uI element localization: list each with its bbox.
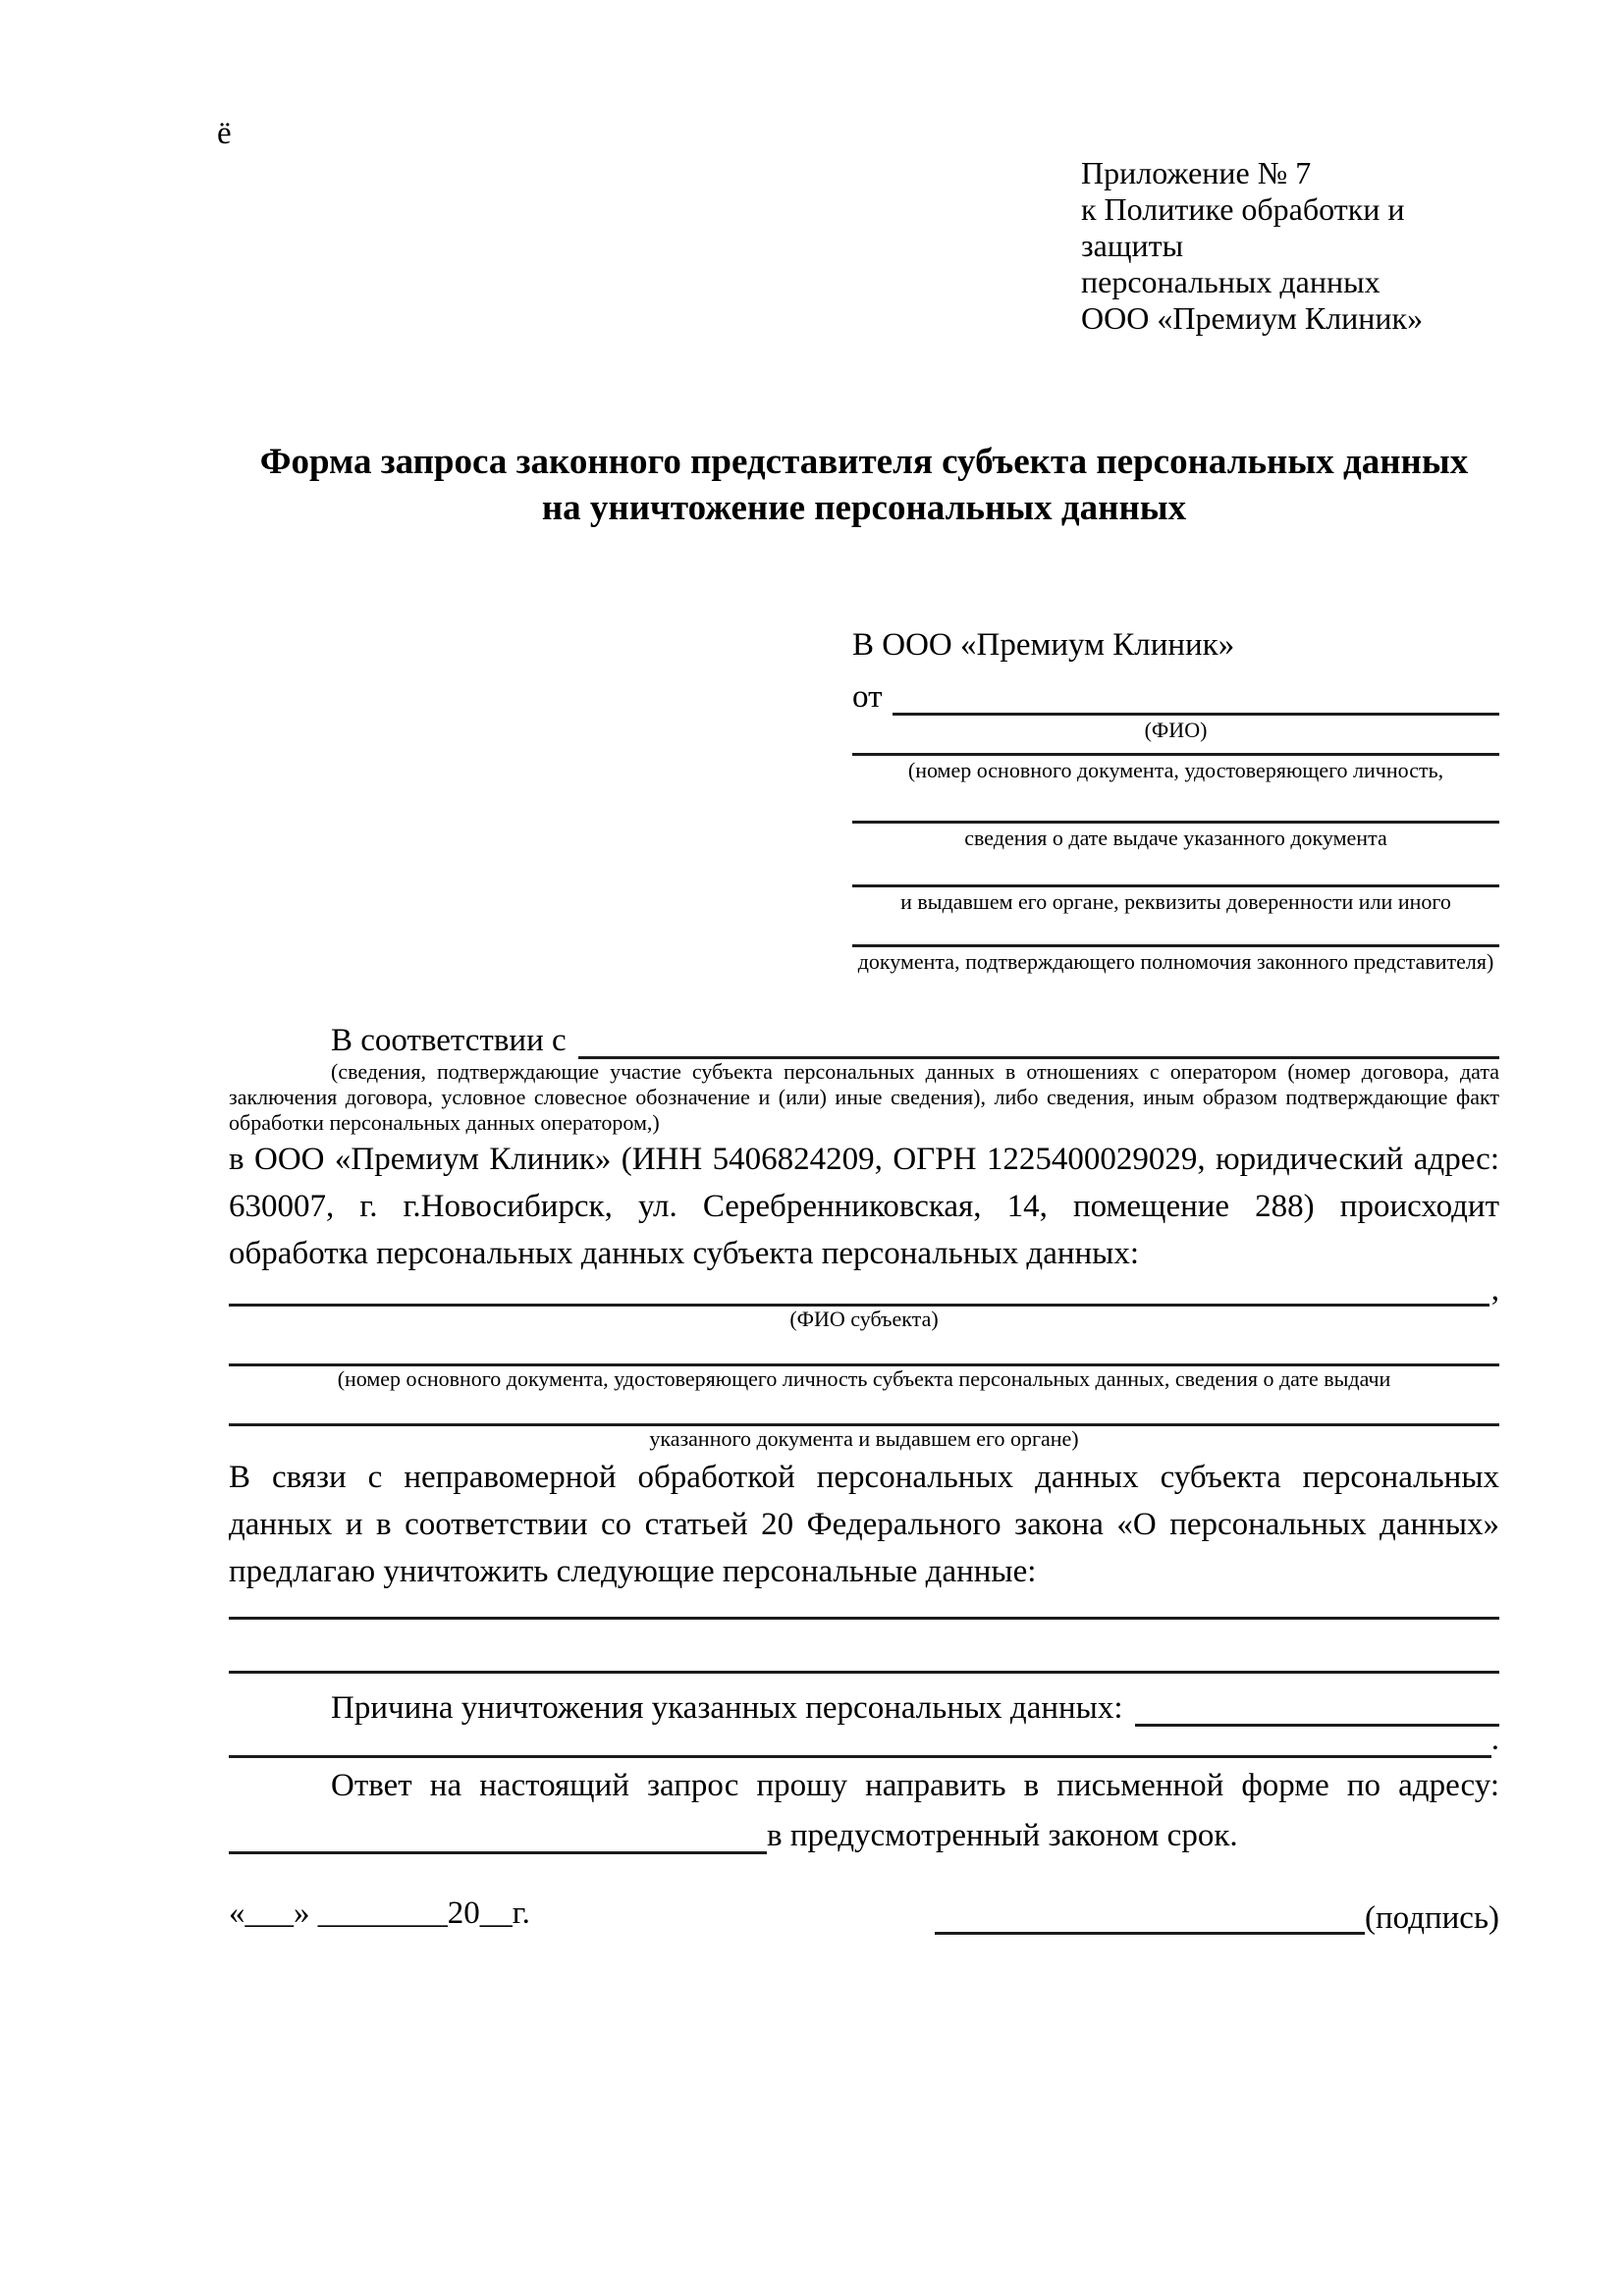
- signature-caption: (подпись): [1365, 1900, 1499, 1936]
- document-title-line-2: на уничтожение персональных данных: [541, 488, 1187, 528]
- reply-sentence: Ответ на настоящий запрос прошу направить в письменной форме по адресу:: [331, 1768, 1499, 1803]
- addressee-organization: В ООО «Премиум Клиник»: [852, 627, 1235, 663]
- operator-paragraph: в ООО «Премиум Клиник» (ИНН 5406824209, ОГРН 1225400029029, юридический адрес: 630007, г. г.Новосибирск, ул. Серебренниковская, 14, помещение 288) происходит обработка персональных данных субъекта персональных данных:: [229, 1142, 1499, 1271]
- reason-period: .: [1490, 1722, 1499, 1757]
- subject-doc-blank-line-1: [229, 1332, 1499, 1366]
- data-blank-line-2: [229, 1620, 1499, 1674]
- appendix-line: Приложение № 7: [1081, 155, 1312, 190]
- addressee-block: [852, 625, 1499, 977]
- date-line: «___» ________20__г.: [229, 1896, 530, 1931]
- reason-continuation-row: [229, 1722, 1499, 1758]
- reason-row: [229, 1683, 1499, 1727]
- document-title-line-1: Форма запроса законного представителя субъекта персональных данных: [259, 442, 1469, 482]
- appendix-line: ООО «Премиум Клиник»: [1081, 300, 1424, 336]
- accordance-lead: В соответствии с: [331, 1023, 567, 1058]
- from-label: от: [852, 679, 883, 715]
- rep-doc-blank-line-4: [852, 917, 1499, 947]
- accordance-caption: (сведения, подтверждающие участие субъекта персональных данных в отношениях с оператором (номер договора, дата заключения договора, условное словесное обозначение и (или) иные сведения), либо сведения, иным образом подтверждающие факт обработки персональных данных оператором,): [229, 1059, 1499, 1135]
- from-row: [852, 665, 1499, 716]
- stray-character: ё: [217, 116, 232, 151]
- reply-tail-text: в предусмотренный законом срок.: [767, 1818, 1238, 1853]
- reason-blank-line: [1135, 1724, 1499, 1727]
- signature-footer: [229, 1892, 1499, 1935]
- rep-doc-caption-1: (номер основного документа, удостоверяющего личность,: [907, 758, 1444, 782]
- subject-name-row: [229, 1272, 1499, 1308]
- subject-name-comma: ,: [1490, 1272, 1499, 1308]
- rep-doc-caption-4: документа, подтверждающего полномочия законного представителя): [857, 949, 1494, 974]
- rep-doc-blank-line-1: [852, 745, 1499, 756]
- reason-continuation-line: [229, 1755, 1491, 1758]
- rep-doc-caption-2: сведения о дате выдаче указанного документа: [964, 826, 1387, 850]
- subject-doc-caption-2: указанного документа и выдавшем его органе): [649, 1426, 1079, 1451]
- rep-doc-caption-3: и выдавшем его органе, реквизиты доверенности или иного: [900, 889, 1451, 914]
- document-body: [229, 1012, 1499, 1854]
- subject-doc-caption-1: (номер основного документа, удостоверяющего личность субъекта персональных данных, сведения о дате выдачи: [337, 1366, 1391, 1391]
- subject-fio-caption: (ФИО субъекта): [789, 1307, 939, 1331]
- accordance-row: [229, 1012, 1499, 1059]
- appendix-note: [1081, 155, 1499, 337]
- signature-block: [935, 1892, 1499, 1935]
- signature-blank-line: [935, 1932, 1365, 1935]
- fio-caption: (ФИО): [1144, 718, 1208, 742]
- data-blank-line-1: [229, 1595, 1499, 1620]
- demand-paragraph: В связи с неправомерной обработкой персональных данных субъекта персональных данных и в соответствии со статьей 20 Федерального закона «О персональных данных» предлагаю уничтожить следующие персональные данные:: [229, 1460, 1499, 1589]
- rep-doc-blank-line-3: [852, 853, 1499, 887]
- appendix-line: к Политике обработки и защиты: [1081, 191, 1405, 263]
- document-title: [229, 439, 1499, 531]
- reply-address-blank-line: [229, 1851, 767, 1854]
- appendix-line: персональных данных: [1081, 264, 1380, 299]
- reply-tail-row: [229, 1809, 1499, 1854]
- subject-doc-blank-line-2: [229, 1392, 1499, 1426]
- reason-lead: Причина уничтожения указанных персональных данных:: [331, 1690, 1123, 1726]
- rep-doc-blank-line-2: [852, 785, 1499, 824]
